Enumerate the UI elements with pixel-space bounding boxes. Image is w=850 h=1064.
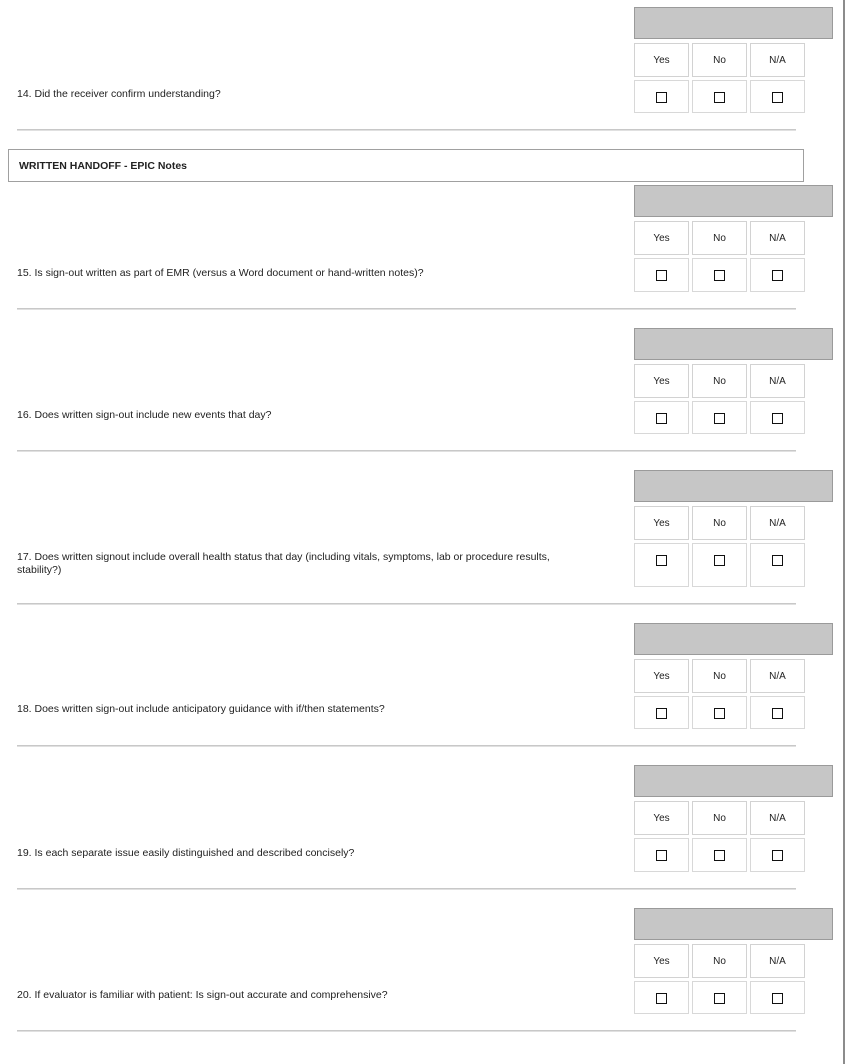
answer-cell-na <box>750 981 805 1014</box>
column-header-na: N/A <box>750 221 805 255</box>
q14-na-checkbox[interactable] <box>772 92 783 103</box>
answer-cell-yes <box>634 981 689 1014</box>
column-header-na: N/A <box>750 659 805 693</box>
answer-cell-yes <box>634 543 689 587</box>
question-15-text: 15. Is sign-out written as part of EMR (versus a Word document or hand-written notes)? <box>17 267 424 279</box>
question-20-text: 20. If evaluator is familiar with patient: Is sign-out accurate and comprehensive? <box>17 989 388 1001</box>
q17-no-checkbox[interactable] <box>714 555 725 566</box>
q16-yes-checkbox[interactable] <box>656 413 667 424</box>
column-header-no: No <box>692 659 747 693</box>
q19-no-checkbox[interactable] <box>714 850 725 861</box>
grey-header-bar <box>634 7 833 39</box>
column-header-yes: Yes <box>634 43 689 77</box>
grey-header-bar <box>634 623 833 655</box>
q18-na-checkbox[interactable] <box>772 708 783 719</box>
answer-cell-yes <box>634 401 689 434</box>
answer-cell-yes <box>634 80 689 113</box>
q18-yes-checkbox[interactable] <box>656 708 667 719</box>
q20-na-checkbox[interactable] <box>772 993 783 1004</box>
answer-cell-yes <box>634 258 689 292</box>
question-17-text: 17. Does written signout include overall health status that day (including vitals, symptoms, lab or procedure results, stability?) <box>17 551 550 576</box>
divider <box>17 603 796 605</box>
answer-cell-no <box>692 543 747 587</box>
answer-cell-na <box>750 696 805 729</box>
q16-na-checkbox[interactable] <box>772 413 783 424</box>
answer-cell-no <box>692 838 747 872</box>
column-header-yes: Yes <box>634 944 689 978</box>
answer-cell-na <box>750 401 805 434</box>
grey-header-bar <box>634 908 833 940</box>
question-18-text: 18. Does written sign-out include anticipatory guidance with if/then statements? <box>17 703 385 715</box>
answer-cell-no <box>692 401 747 434</box>
column-header-no: No <box>692 364 747 398</box>
answer-cell-no <box>692 80 747 113</box>
q19-na-checkbox[interactable] <box>772 850 783 861</box>
column-header-na: N/A <box>750 801 805 835</box>
answer-cell-yes <box>634 838 689 872</box>
column-header-no: No <box>692 944 747 978</box>
column-header-no: No <box>692 221 747 255</box>
divider <box>17 450 796 452</box>
divider <box>17 129 796 131</box>
answer-cell-no <box>692 258 747 292</box>
q15-yes-checkbox[interactable] <box>656 270 667 281</box>
grey-header-bar <box>634 185 833 217</box>
answer-cell-na <box>750 80 805 113</box>
q17-na-checkbox[interactable] <box>772 555 783 566</box>
q18-no-checkbox[interactable] <box>714 708 725 719</box>
divider <box>17 888 796 890</box>
divider <box>17 1030 796 1032</box>
q17-yes-checkbox[interactable] <box>656 555 667 566</box>
column-header-na: N/A <box>750 506 805 540</box>
divider <box>17 308 796 310</box>
divider <box>17 745 796 747</box>
column-header-yes: Yes <box>634 801 689 835</box>
column-header-yes: Yes <box>634 364 689 398</box>
q16-no-checkbox[interactable] <box>714 413 725 424</box>
answer-cell-na <box>750 543 805 587</box>
q19-yes-checkbox[interactable] <box>656 850 667 861</box>
q14-yes-checkbox[interactable] <box>656 92 667 103</box>
q20-yes-checkbox[interactable] <box>656 993 667 1004</box>
answer-cell-no <box>692 981 747 1014</box>
column-header-no: No <box>692 801 747 835</box>
question-14-text: 14. Did the receiver confirm understanding? <box>17 88 221 100</box>
column-header-yes: Yes <box>634 221 689 255</box>
q15-na-checkbox[interactable] <box>772 270 783 281</box>
page-right-border <box>843 0 845 1064</box>
column-header-na: N/A <box>750 364 805 398</box>
question-16-text: 16. Does written sign-out include new events that day? <box>17 409 272 421</box>
section-title: WRITTEN HANDOFF - EPIC Notes <box>19 160 187 172</box>
column-header-na: N/A <box>750 43 805 77</box>
grey-header-bar <box>634 328 833 360</box>
question-19-text: 19. Is each separate issue easily distinguished and described concisely? <box>17 847 355 859</box>
q15-no-checkbox[interactable] <box>714 270 725 281</box>
q20-no-checkbox[interactable] <box>714 993 725 1004</box>
column-header-yes: Yes <box>634 659 689 693</box>
column-header-no: No <box>692 506 747 540</box>
column-header-na: N/A <box>750 944 805 978</box>
answer-cell-na <box>750 258 805 292</box>
answer-cell-yes <box>634 696 689 729</box>
q14-no-checkbox[interactable] <box>714 92 725 103</box>
grey-header-bar <box>634 470 833 502</box>
section-header-written-handoff <box>8 149 804 182</box>
grey-header-bar <box>634 765 833 797</box>
answer-cell-na <box>750 838 805 872</box>
column-header-yes: Yes <box>634 506 689 540</box>
column-header-no: No <box>692 43 747 77</box>
answer-cell-no <box>692 696 747 729</box>
